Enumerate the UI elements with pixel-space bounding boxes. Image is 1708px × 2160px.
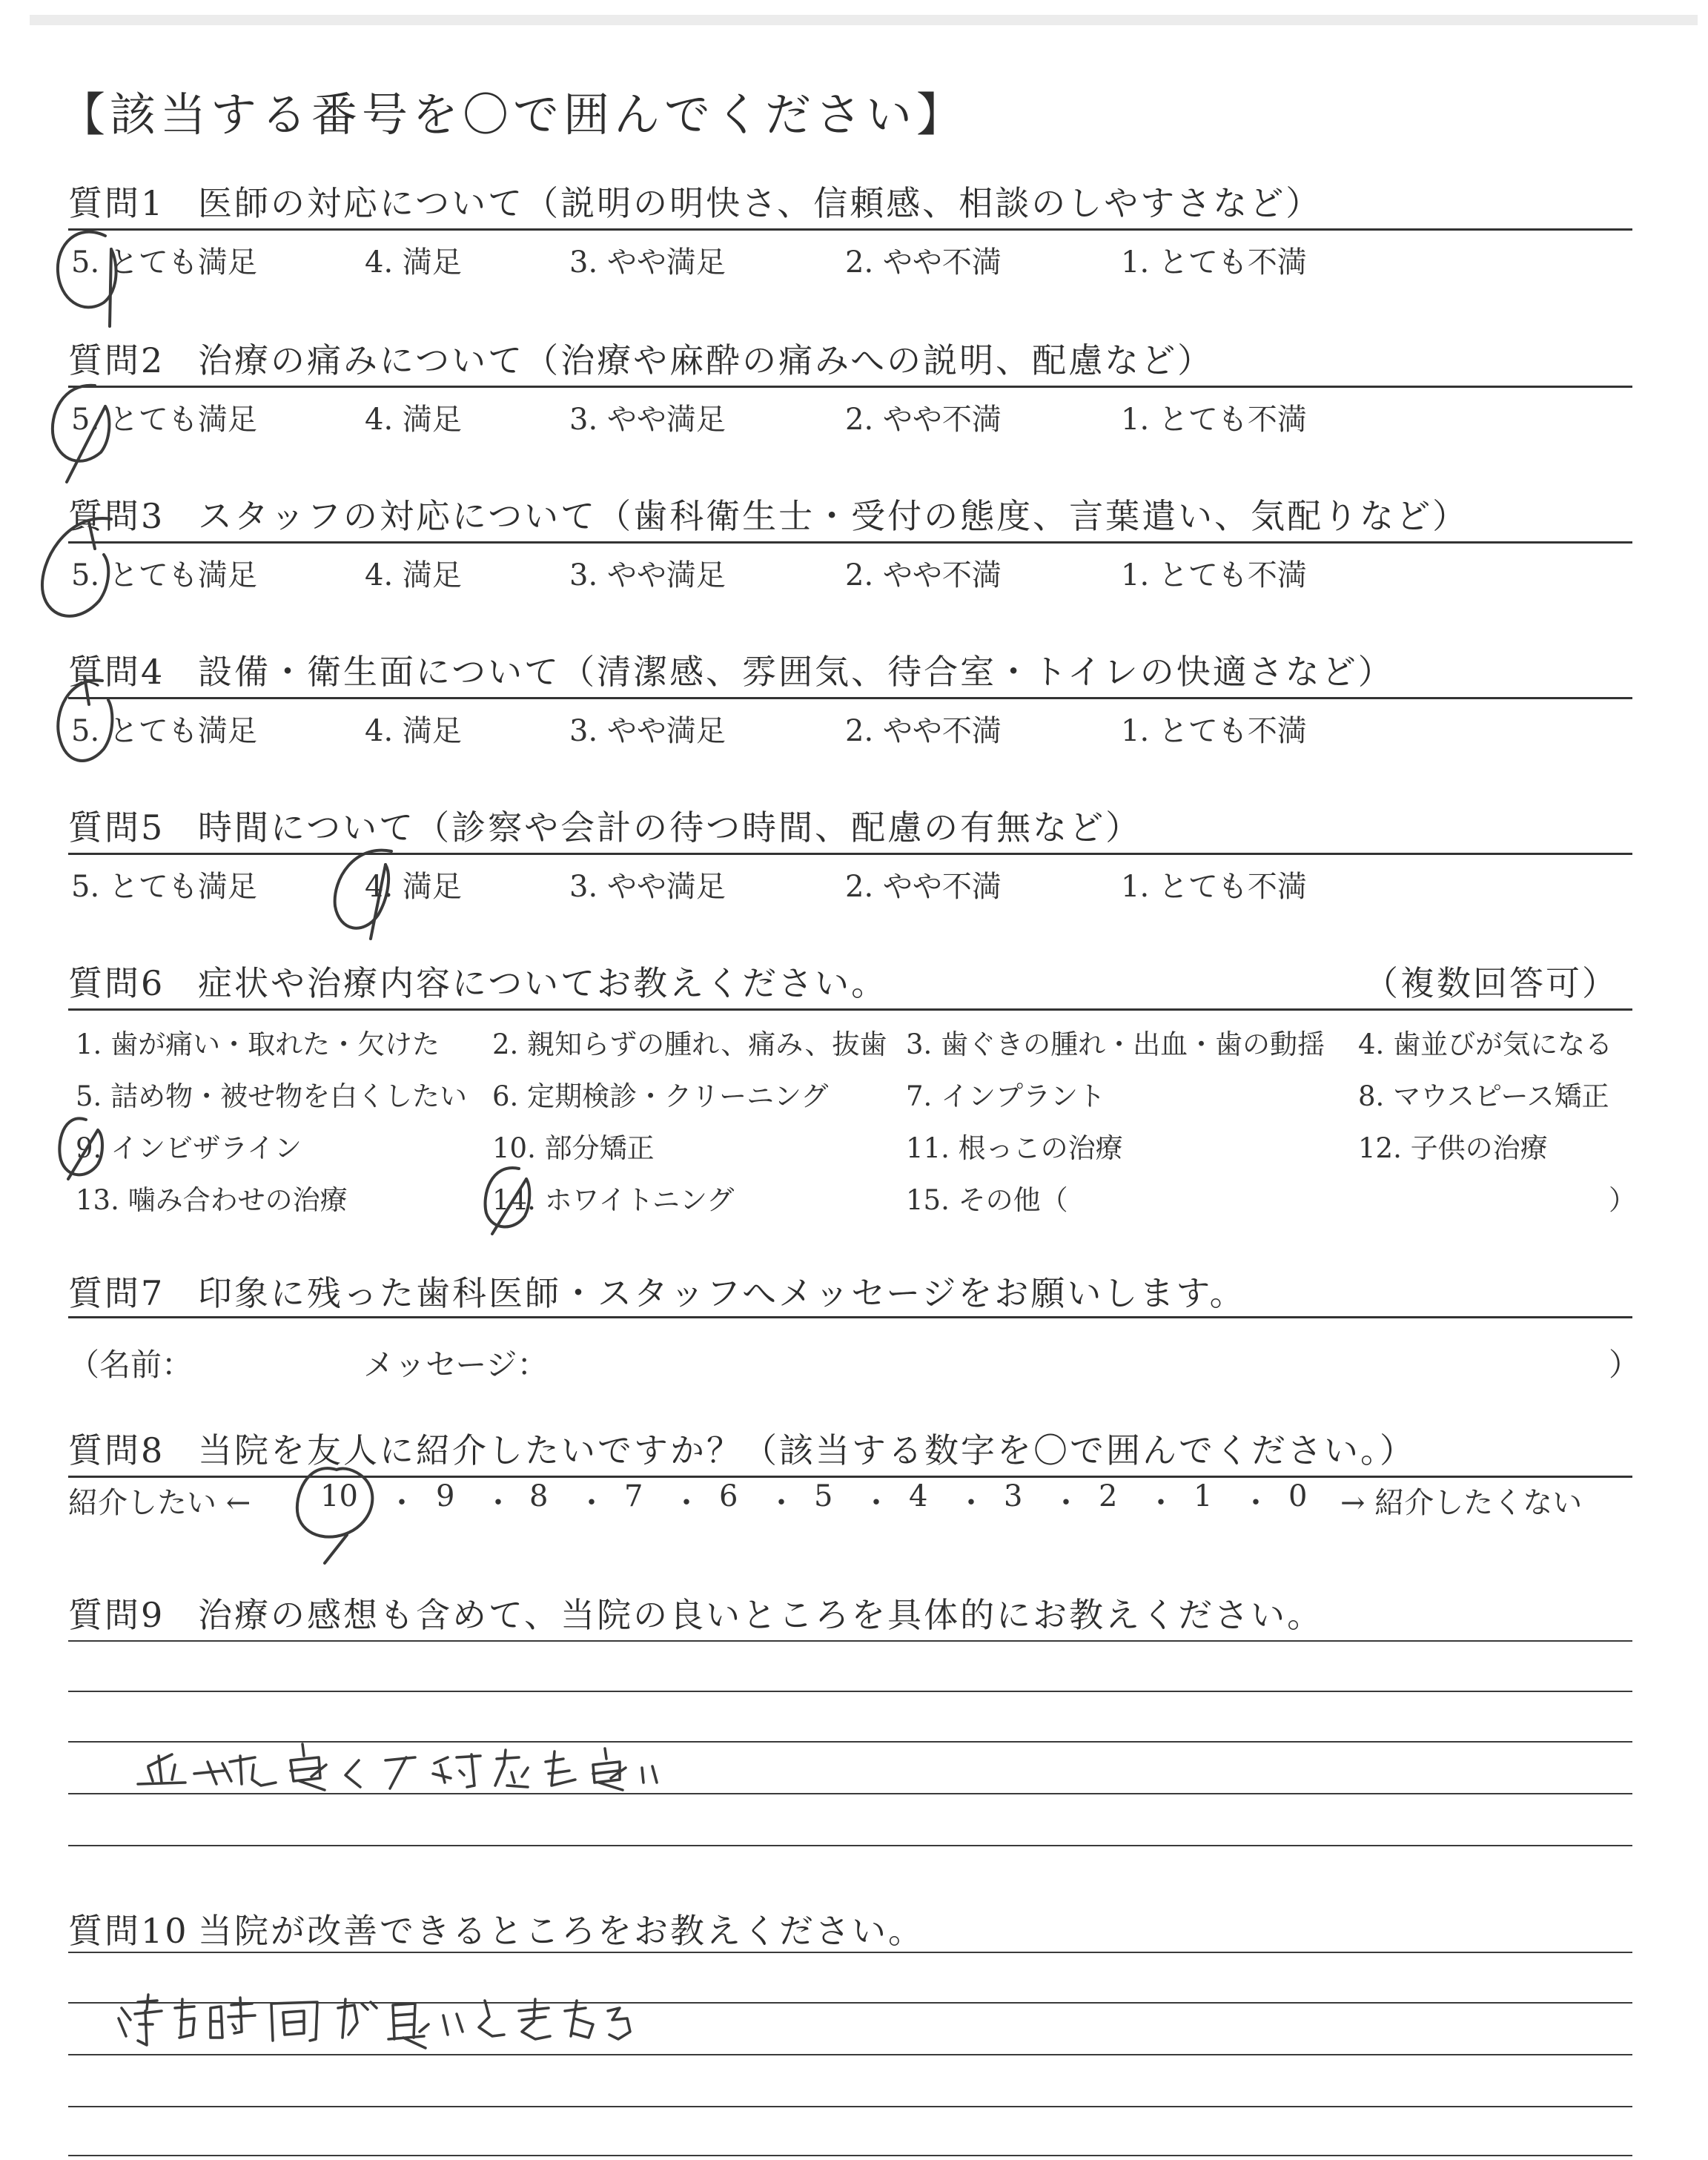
- scale-0[interactable]: 0: [1288, 1479, 1308, 1513]
- scale-dot: ・: [577, 1486, 606, 1520]
- question-label: 質問8: [68, 1430, 165, 1470]
- scan-top-band: [30, 15, 1698, 25]
- question-2-options: [68, 396, 1632, 437]
- option-2[interactable]: 2. やや不満: [845, 245, 1002, 280]
- question-2-title: [68, 334, 1214, 383]
- scale-dot: ・: [387, 1486, 417, 1520]
- q6-option-4[interactable]: 4. 歯並びが気になる: [1358, 1028, 1613, 1060]
- scale-dot: ・: [861, 1486, 891, 1520]
- scale-dot: ・: [1051, 1486, 1081, 1520]
- option-5[interactable]: 5. とても満足: [71, 714, 257, 748]
- option-2[interactable]: 2. やや不満: [845, 870, 1002, 904]
- question-label: 質問6: [68, 963, 165, 1003]
- answer-line: [68, 1691, 1632, 1692]
- question-text: 症状や治療内容についてお教えください。: [198, 963, 888, 1003]
- q6-option-11[interactable]: 11. 根っこの治療: [906, 1132, 1123, 1164]
- question-label: 質問4: [68, 652, 165, 692]
- message-field-label[interactable]: メッセージ：: [363, 1347, 549, 1383]
- question-label: 質問3: [68, 496, 165, 536]
- question-text: スタッフの対応について（歯科衛生士・受付の態度、言葉遣い、気配りなど）: [198, 496, 1469, 536]
- answer-line: [68, 1741, 1632, 1743]
- scale-7[interactable]: 7: [624, 1479, 643, 1513]
- option-3[interactable]: 3. やや満足: [569, 403, 726, 437]
- option-3[interactable]: 3. やや満足: [569, 558, 726, 592]
- answer-line: [68, 2002, 1632, 2004]
- answer-line: [68, 1845, 1632, 1846]
- q6-option-12[interactable]: 12. 子供の治療: [1358, 1132, 1548, 1164]
- q6-option-14[interactable]: 14. ホワイトニング: [492, 1184, 735, 1216]
- option-4[interactable]: 4. 満足: [365, 870, 462, 904]
- recommend-scale: [68, 1479, 1632, 1524]
- option-4[interactable]: 4. 満足: [365, 558, 462, 592]
- option-3[interactable]: 3. やや満足: [569, 245, 726, 280]
- q6-option-10[interactable]: 10. 部分矯正: [492, 1132, 655, 1164]
- scale-10[interactable]: 10: [320, 1479, 358, 1513]
- scale-dot: ・: [1241, 1486, 1271, 1520]
- q6-option-6[interactable]: 6. 定期検診・クリーニング: [492, 1080, 829, 1112]
- question-7-title: [68, 1266, 1246, 1315]
- scale-8[interactable]: 8: [529, 1479, 549, 1513]
- option-5[interactable]: 5. とても満足: [71, 870, 257, 904]
- option-4[interactable]: 4. 満足: [365, 403, 462, 437]
- question-text: 設備・衛生面について（清潔感、雰囲気、待合室・トイレの快適さなど）: [198, 652, 1394, 692]
- scale-dot: ・: [1146, 1486, 1176, 1520]
- answer-line: [68, 2054, 1632, 2055]
- selection-circle: [325, 1535, 347, 1563]
- question-1-title: [68, 176, 1322, 225]
- rule: [68, 1316, 1632, 1318]
- option-5[interactable]: 5. とても満足: [71, 245, 257, 280]
- question-4-options: [68, 707, 1632, 748]
- rule: [68, 1008, 1632, 1011]
- option-1[interactable]: 1. とても不満: [1121, 714, 1307, 748]
- question-label: 質問2: [68, 340, 165, 380]
- question-4-title: [68, 645, 1394, 694]
- scale-2[interactable]: 2: [1099, 1479, 1118, 1513]
- question-text: 印象に残った歯科医師・スタッフへメッセージをお願いします。: [198, 1273, 1246, 1313]
- rule: [68, 853, 1632, 855]
- scale-1[interactable]: 1: [1194, 1479, 1213, 1513]
- option-2[interactable]: 2. やや不満: [845, 558, 1002, 592]
- q6-option-8[interactable]: 8. マウスピース矯正: [1358, 1080, 1609, 1112]
- question-text: 医師の対応について（説明の明快さ、信頼感、相談のしやすさなど）: [198, 183, 1323, 223]
- option-1[interactable]: 1. とても不満: [1121, 558, 1307, 592]
- question-label: 質問7: [68, 1273, 165, 1313]
- scale-6[interactable]: 6: [719, 1479, 738, 1513]
- q6-option-5[interactable]: 5. 詰め物・被せ物を白くしたい: [76, 1080, 468, 1112]
- scale-dot: ・: [956, 1486, 986, 1520]
- answer-line: [68, 1793, 1632, 1794]
- question-label: 質問5: [68, 807, 165, 848]
- scale-5[interactable]: 5: [814, 1479, 833, 1513]
- option-2[interactable]: 2. やや不満: [845, 714, 1002, 748]
- option-3[interactable]: 3. やや満足: [569, 714, 726, 748]
- question-text: 当院が改善できるところをお教えください。: [198, 1911, 924, 1951]
- answer-line: [68, 1952, 1632, 1953]
- option-1[interactable]: 1. とても不満: [1121, 245, 1307, 280]
- question-5-options: [68, 863, 1632, 904]
- question-3-title: [68, 489, 1469, 538]
- question-9-title: [68, 1588, 1323, 1637]
- scale-right-label: → 紹介したくない: [1340, 1486, 1583, 1520]
- page-heading: 【該当する番号を〇で囲んでください】: [59, 87, 967, 142]
- question-label: 質問9: [68, 1595, 165, 1635]
- multiple-answer-note: （複数回答可）: [1364, 963, 1618, 1003]
- question-3-options: [68, 552, 1632, 592]
- q6-option-7[interactable]: 7. インプラント: [906, 1080, 1106, 1112]
- question-text: 当院を友人に紹介したいですか？（該当する数字を〇で囲んでください。）: [198, 1430, 1416, 1470]
- option-2[interactable]: 2. やや不満: [845, 403, 1002, 437]
- question-text: 治療の感想も含めて、当院の良いところを具体的にお教えください。: [198, 1595, 1324, 1635]
- question-10-title: [68, 1904, 924, 1953]
- option-1[interactable]: 1. とても不満: [1121, 870, 1307, 904]
- q6-option-15-close: ）: [1609, 1184, 1636, 1216]
- question-text: 治療の痛みについて（治療や麻酔の痛みへの説明、配慮など）: [198, 340, 1214, 380]
- rule: [68, 541, 1632, 544]
- scale-dot: ・: [767, 1486, 796, 1520]
- rule: [68, 697, 1632, 699]
- rule: [68, 228, 1632, 231]
- q6-option-13[interactable]: 13. 噛み合わせの治療: [76, 1184, 348, 1216]
- scale-dot: ・: [672, 1486, 701, 1520]
- q6-option-1[interactable]: 1. 歯が痛い・取れた・欠けた: [76, 1028, 440, 1060]
- option-4[interactable]: 4. 満足: [365, 245, 462, 280]
- q6-option-15[interactable]: 15. その他（: [906, 1184, 1068, 1216]
- scale-dot: ・: [483, 1486, 513, 1520]
- question-8-title: [68, 1424, 1416, 1473]
- question-text: 時間について（診察や会計の待つ時間、配慮の有無など）: [198, 807, 1142, 848]
- option-5[interactable]: 5. とても満足: [71, 558, 257, 592]
- rule: [68, 386, 1632, 388]
- q6-option-9[interactable]: 9. インビザライン: [76, 1132, 302, 1164]
- scale-9[interactable]: 9: [436, 1479, 455, 1513]
- rule: [68, 1476, 1632, 1478]
- q9-handwriting: [138, 1744, 657, 1790]
- q6-option-2[interactable]: 2. 親知らずの腫れ、痛み、抜歯: [492, 1028, 887, 1060]
- message-close: ）: [1609, 1347, 1641, 1383]
- answer-line: [68, 1640, 1632, 1642]
- question-1-options: [68, 239, 1632, 280]
- scale-left-label: 紹介したい ←: [68, 1486, 251, 1520]
- scale-3[interactable]: 3: [1004, 1479, 1023, 1513]
- answer-line: [68, 2155, 1632, 2156]
- question-label: 質問10: [68, 1911, 189, 1951]
- option-5[interactable]: 5. とても満足: [71, 403, 257, 437]
- name-field-label[interactable]: （名前：: [68, 1347, 193, 1383]
- scale-4[interactable]: 4: [909, 1479, 928, 1513]
- question-6-title: [68, 957, 887, 1005]
- option-4[interactable]: 4. 満足: [365, 714, 462, 748]
- option-3[interactable]: 3. やや満足: [569, 870, 726, 904]
- answer-line: [68, 2106, 1632, 2107]
- question-label: 質問1: [68, 183, 165, 223]
- q6-option-3[interactable]: 3. 歯ぐきの腫れ・出血・歯の動揺: [906, 1028, 1325, 1060]
- option-1[interactable]: 1. とても不満: [1121, 403, 1307, 437]
- question-5-title: [68, 801, 1142, 850]
